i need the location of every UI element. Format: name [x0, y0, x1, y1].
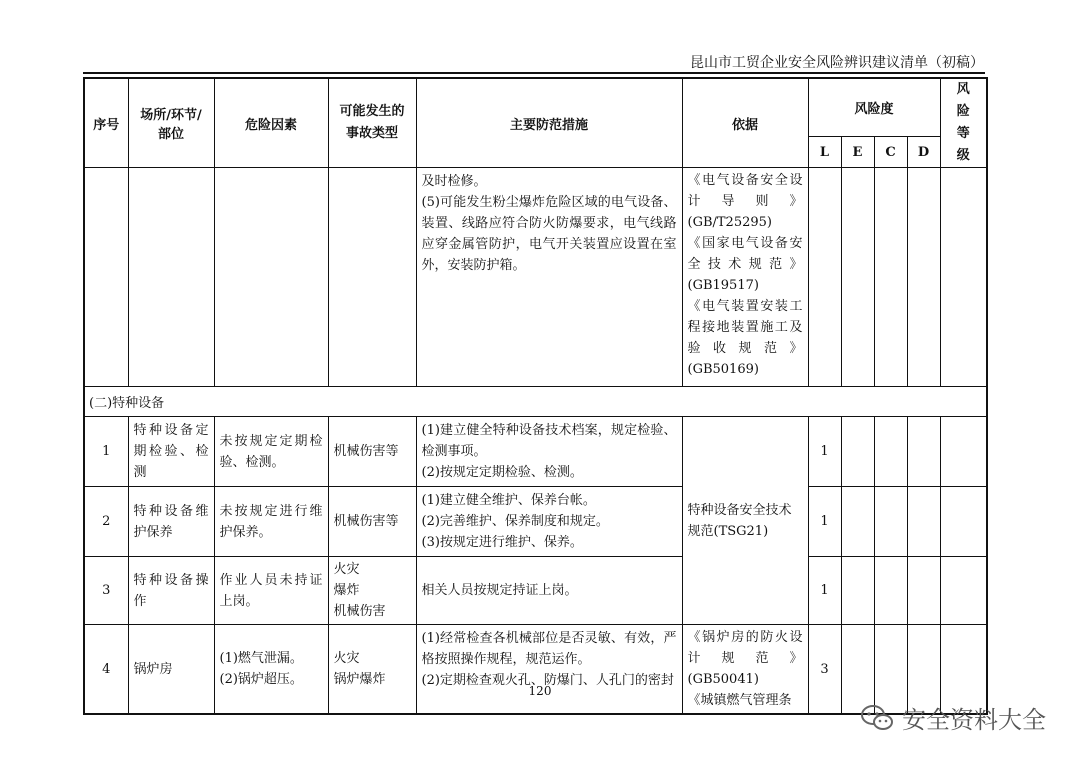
row-hazard: 未按规定进行维护保养。	[214, 487, 328, 557]
watermark-text: 安全资料大全	[902, 706, 1046, 734]
measure-line: (1)经常检查各机械部位是否灵敏、有效，严格按照操作规程，规范运作。	[421, 631, 677, 667]
header-basis: 依据	[682, 78, 808, 168]
header-location: 场所/环节/部位	[128, 78, 214, 168]
measure-line: 相关人员按规定持证上岗。	[421, 583, 578, 598]
row-accident	[328, 625, 416, 715]
measure-line: (1)建立健全维护、保养台帐。	[421, 493, 596, 508]
header-L: L	[808, 137, 841, 168]
page-number: 120	[528, 684, 552, 698]
row-accident	[328, 487, 416, 557]
row-L: 1	[808, 417, 841, 487]
header-C: C	[874, 137, 907, 168]
row-index: 4	[84, 625, 128, 715]
row-index: 1	[84, 417, 128, 487]
row-location: 特种设备维护保养	[128, 487, 214, 557]
accident-line: 机械伤害等	[333, 514, 399, 529]
row-basis	[682, 625, 808, 715]
measure-line: (2)按规定定期检验、检测。	[421, 465, 583, 480]
measure-line: (5)可能发生粉尘爆炸危险区域的电气设备、装置、线路应符合防火防爆要求，电气线路应穿金属管防护，电气开关装置应设置在室外，安装防护箱。	[421, 195, 677, 273]
header-D: D	[907, 137, 940, 168]
section-title: (二)特种设备	[84, 387, 987, 417]
document-title: 昆山市工贸企业安全风险辨识建议清单（初稿）	[690, 55, 984, 71]
hazard-line: (1)燃气泄漏。	[219, 651, 303, 666]
header-hazard: 危险因素	[214, 78, 328, 168]
header-E: E	[841, 137, 874, 168]
table-row	[84, 625, 987, 715]
risk-table	[83, 77, 988, 715]
header-accident-type: 可能发生的事故类型	[328, 78, 416, 168]
continuation-basis	[682, 168, 808, 387]
measure-line: (1)建立健全特种设备技术档案，规定检验、检测事项。	[421, 423, 677, 459]
header-measures: 主要防范措施	[416, 78, 682, 168]
header-row	[84, 78, 987, 137]
measure-line: (2)完善维护、保养制度和规定。	[421, 514, 609, 529]
measure-line: (3)按规定进行维护、保养。	[421, 535, 583, 550]
table-row	[84, 557, 987, 625]
header-index: 序号	[84, 78, 128, 168]
row-L: 3	[808, 625, 841, 715]
continuation-row	[84, 168, 987, 387]
wechat-icon	[860, 703, 894, 733]
measure-line: 及时检修。	[421, 174, 487, 189]
row-hazard: 未按规定定期检验、检测。	[214, 417, 328, 487]
row-measures	[416, 487, 682, 557]
basis-line: 《电气装置安装工程接地装置施工及验收规范》(GB50169)	[687, 299, 803, 377]
row-index: 2	[84, 487, 128, 557]
basis-line: 《电气设备安全设计导则》(GB/T25295)	[687, 173, 803, 230]
header-rule	[83, 72, 985, 74]
measure-line: (2)定期检查观火孔、防爆门、人孔门的密封	[421, 673, 674, 688]
row-accident	[328, 557, 416, 625]
row-accident	[328, 417, 416, 487]
shared-basis: 特种设备安全技术规范(TSG21)	[682, 417, 808, 625]
basis-line: 《国家电气设备安全技术规范》(GB19517)	[687, 236, 803, 293]
hazard-line: (2)锅炉超压。	[219, 672, 303, 687]
basis-line: 《锅炉房的防火设计规范》(GB50041)	[687, 630, 803, 687]
row-location: 特种设备操作	[128, 557, 214, 625]
row-hazard	[214, 625, 328, 715]
accident-line: 锅炉爆炸	[333, 672, 386, 687]
row-measures	[416, 557, 682, 625]
accident-line: 机械伤害	[333, 604, 386, 619]
table-row	[84, 417, 987, 487]
header-risk-level: 风险等级	[940, 78, 987, 168]
accident-line: 机械伤害等	[333, 444, 399, 459]
accident-line: 爆炸	[333, 583, 360, 598]
row-location: 锅炉房	[128, 625, 214, 715]
row-index: 3	[84, 557, 128, 625]
accident-line: 火灾	[333, 651, 360, 666]
section-row	[84, 387, 987, 417]
basis-line: 《城镇燃气管理条	[687, 693, 792, 708]
continuation-measures	[416, 168, 682, 387]
table-row	[84, 487, 987, 557]
watermark	[860, 700, 1046, 735]
row-L: 1	[808, 487, 841, 557]
row-measures	[416, 417, 682, 487]
row-hazard: 作业人员未持证上岗。	[214, 557, 328, 625]
row-measures	[416, 625, 682, 715]
accident-line: 火灾	[333, 562, 360, 577]
row-L: 1	[808, 557, 841, 625]
row-location: 特种设备定期检验、检测	[128, 417, 214, 487]
header-risk-degree: 风险度	[808, 78, 940, 137]
